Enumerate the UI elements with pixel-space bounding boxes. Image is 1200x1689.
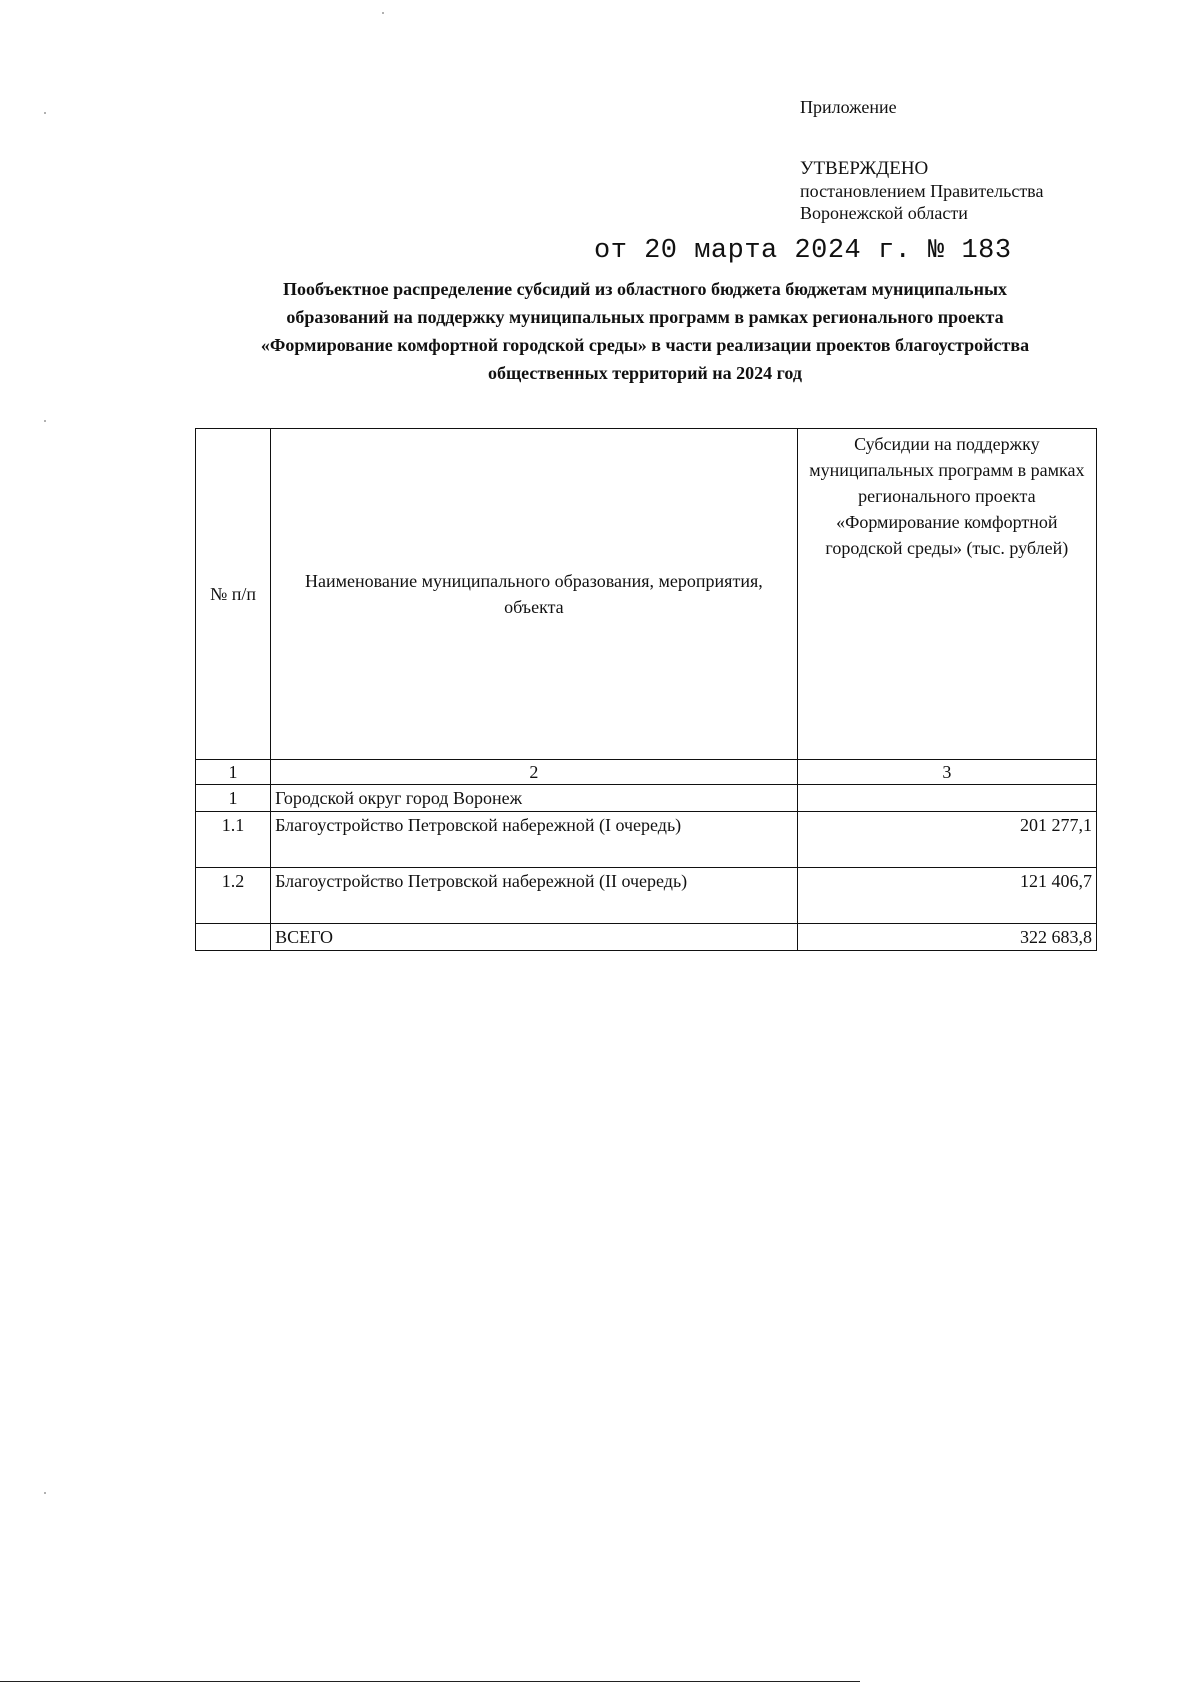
title-line-4: общественных территорий на 2024 год (487, 363, 802, 383)
total-num (196, 924, 271, 951)
approved-by-line-2: Воронежской области (800, 203, 968, 223)
row-sum: 201 277,1 (797, 812, 1096, 868)
row-num: 1.1 (196, 812, 271, 868)
title-line-3: «Формирование комфортной городской среды» в части реализации проектов благоустройства (260, 335, 1030, 355)
column-number: 1 (196, 760, 271, 785)
title-line-2: образований на поддержку муниципальных программ в рамках регионального проекта (286, 307, 1004, 327)
title-line-1: Пообъектное распределение субсидий из областного бюджета бюджетам муниципальных (282, 279, 1008, 299)
approved-label: УТВЕРЖДЕНО (800, 158, 929, 179)
total-sum: 322 683,8 (797, 924, 1096, 951)
row-name: Благоустройство Петровской набережной (II очередь) (271, 868, 798, 924)
row-name: Благоустройство Петровской набережной (I очередь) (271, 812, 798, 868)
row-num: 1 (196, 785, 271, 812)
header-name: Наименование муниципального образования, мероприятия, объекта (271, 429, 798, 760)
scan-speck (44, 1492, 46, 1494)
scan-speck (382, 12, 384, 14)
appendix-label: Приложение (800, 97, 897, 117)
table-row (196, 812, 1097, 868)
row-name: Городской округ город Воронеж (271, 785, 798, 812)
table-header-row (196, 429, 1097, 760)
column-number-row (196, 760, 1097, 785)
decree-date-number: от 20 марта 2024 г. № 183 (594, 236, 1012, 266)
header-sum: Субсидии на поддержку муниципальных программ в рамках регионального проекта «Формирование комфортной городской среды» (тыс. рублей) (797, 429, 1096, 760)
scan-speck (44, 112, 46, 114)
subsidy-table (195, 428, 1097, 951)
header-num: № п/п (196, 429, 271, 760)
row-sum (797, 785, 1096, 812)
document-title (190, 275, 1100, 387)
approved-by-line-1: постановлением Правительства (800, 181, 1044, 201)
scan-speck (44, 420, 46, 422)
total-label: ВСЕГО (271, 924, 798, 951)
row-sum: 121 406,7 (797, 868, 1096, 924)
row-num: 1.2 (196, 868, 271, 924)
column-number: 3 (797, 760, 1096, 785)
scan-edge-line (0, 1681, 860, 1682)
table-row (196, 868, 1097, 924)
approval-block (800, 96, 1160, 224)
total-row (196, 924, 1097, 951)
column-number: 2 (271, 760, 798, 785)
table-row (196, 785, 1097, 812)
